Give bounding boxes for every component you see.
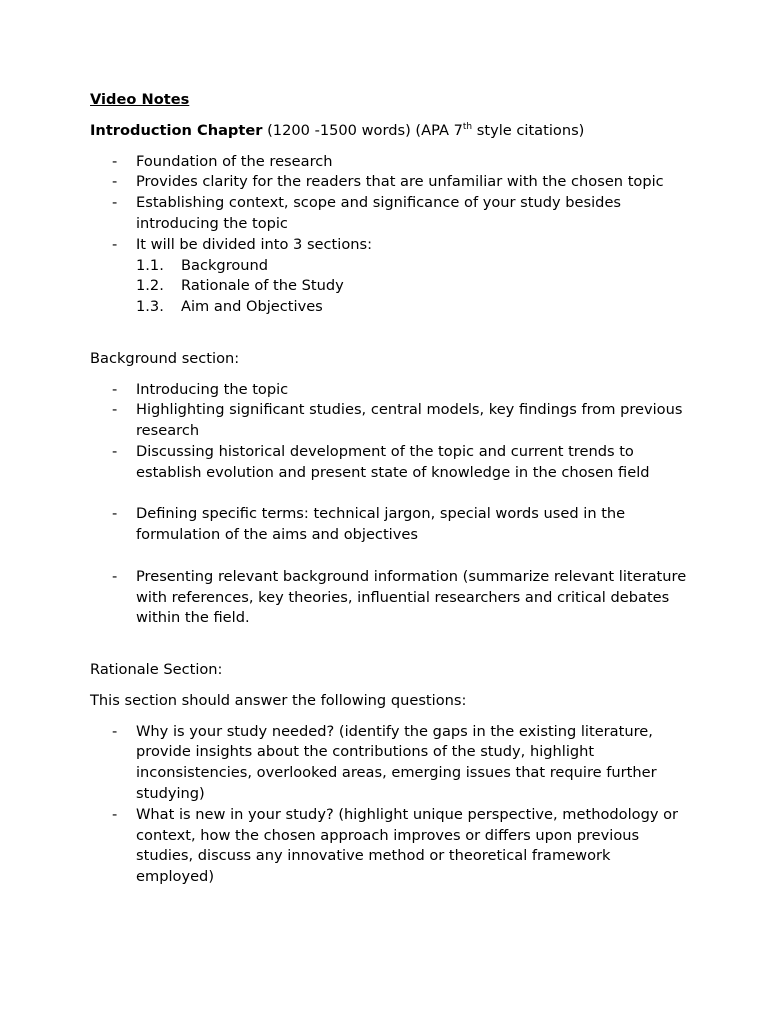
background-item-text: Introducing the topic [136,380,289,398]
background-item-text: Defining specific terms: technical jargon, special words used in the formulation of the aims and objectives [136,505,626,544]
section-item [136,256,690,277]
section-number: 1.1. [136,256,164,274]
intro-heading-line [90,121,690,142]
section-label: Rationale of the Study [181,277,344,295]
dash-bullet: - [112,173,118,191]
rationale-item-text: Why is your study needed? (identify the gaps in the existing literature, provide insights about the contributions of the study, highlight inconsistencies, overlooked areas, emerging issues that require further studying) [136,722,657,802]
blank-line [90,328,690,349]
document-page [90,90,690,898]
rationale-item [90,722,690,805]
section-label: Background [181,256,269,274]
rationale-item [90,805,690,888]
intro-item [90,152,690,173]
intro-item-text: It will be divided into 3 sections: [136,235,373,253]
intro-sections-list [136,256,690,318]
section-item [136,276,690,297]
intro-item [90,193,690,235]
intro-meta-pre: (1200 -1500 words) (APA 7 [262,121,463,139]
background-item [90,442,690,484]
intro-heading: Introduction Chapter [90,121,263,139]
dash-bullet: - [112,442,118,460]
dash-bullet: - [112,235,118,253]
intro-item [90,172,690,193]
section-number: 1.3. [136,298,164,316]
background-item-text: Highlighting significant studies, central models, key findings from previous research [136,401,683,440]
section-number: 1.2. [136,277,164,295]
rationale-heading: Rationale Section: [90,660,223,678]
dash-bullet: - [112,805,118,823]
intro-item-text: Establishing context, scope and significance of your study besides introducing the topic [136,194,622,232]
background-item [90,380,690,401]
document-title: Video Notes [90,91,190,108]
dash-bullet: - [112,722,118,740]
intro-meta-sup: th [462,121,473,132]
intro-list [90,152,690,318]
dash-bullet: - [112,401,118,419]
dash-bullet: - [112,152,118,170]
intro-item-text: Foundation of the research [136,152,333,170]
blank-line [90,639,690,660]
background-item-text: Discussing historical development of the topic and current trends to establish evolution and present state of knowledge in the chosen field [136,442,650,481]
rationale-intro: This section should answer the following questions: [90,691,467,709]
background-item [90,567,690,629]
background-item [90,504,690,546]
section-item [136,297,690,318]
background-item [90,400,690,442]
dash-bullet: - [112,567,118,585]
section-label: Aim and Objectives [181,298,323,316]
background-heading: Background section: [90,349,240,367]
dash-bullet: - [112,194,118,212]
background-list [90,380,690,630]
intro-item-text: Provides clarity for the readers that are unfamiliar with the chosen topic [136,173,664,191]
rationale-list [90,722,690,888]
intro-meta-post: style citations) [472,121,585,139]
background-item-text: Presenting relevant background information (summarize relevant literature with references, key theories, influential researchers and critical debates within the field. [136,567,687,627]
rationale-item-text: What is new in your study? (highlight unique perspective, methodology or context, how the chosen approach improves or differs upon previous studies, discuss any innovative method or theoretical framework employed) [136,805,679,886]
intro-item [90,235,690,318]
dash-bullet: - [112,380,118,398]
dash-bullet: - [112,505,118,523]
